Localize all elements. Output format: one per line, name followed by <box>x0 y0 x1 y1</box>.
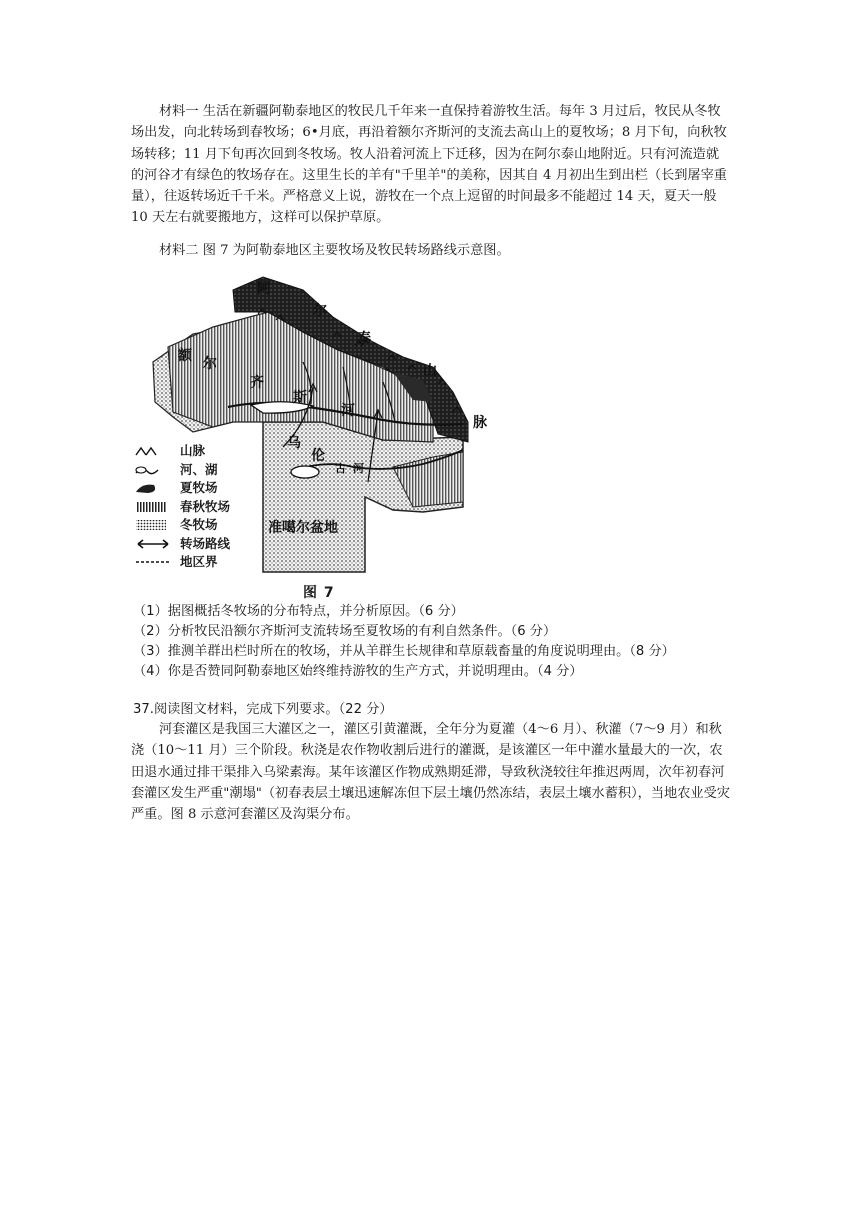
question-2: （2）分析牧民沿额尔齐斯河支流转场至夏牧场的有利自然条件。（6 分） <box>133 624 557 639</box>
double-arrow-icon <box>134 538 174 550</box>
label-tai: 泰 <box>357 331 371 347</box>
label-lun: 伦 <box>311 448 325 464</box>
winter-pasture-swatch-icon <box>134 519 174 531</box>
legend-route <box>134 535 230 554</box>
question-37-paragraph: 河套灌区是我国三大灌区之一，灌区引黄灌溉，全年分为夏灌（4～6 月）、秋灌（7～9 月）和秋浇（10～11 月）三个阶段。秋浇是农作物收割后进行的灌溉，是该灌区一年中灌水量最大的一次，农田退水通过排干渠排入乌梁素海。某年该灌区作物成熟期延滞，导致秋浇较往年推迟两周，次年初春河套灌区发生严重"潮塌"（初春表层土壤迅速解冻但下层土壤仍然冻结，表层土壤水蓄积），当地农业受灾严重。图 8 示意河套灌区及沟渠分布。 <box>131 722 730 823</box>
figure-caption: 图 7 <box>303 585 335 601</box>
label-e: 额 <box>178 348 192 364</box>
label-shan: 山 <box>423 363 437 379</box>
question-3: （3）推测羊群出栏时所在的牧场，并从羊群生长规律和草原载畜量的角度说明理由。（8 分） <box>133 644 675 659</box>
basin-label: 准噶尔盆地 <box>268 520 338 536</box>
question-37-heading: 37.阅读图文材料，完成下列要求。（22 分） <box>133 702 393 717</box>
dashed-line-icon <box>134 556 174 568</box>
label-er1: 尔 <box>313 303 327 319</box>
spring-autumn-swatch-icon <box>134 501 174 513</box>
legend-label: 河、湖 <box>180 461 218 477</box>
label-a: 阿 <box>257 281 271 297</box>
label-he2: 河 <box>353 462 364 475</box>
legend-summer-pasture <box>134 479 230 498</box>
legend-label: 春秋牧场 <box>180 498 231 514</box>
label-er2: 尔 <box>203 356 217 372</box>
label-wu: 乌 <box>287 435 301 451</box>
material-one-paragraph: 材料一 生活在新疆阿勒泰地区的牧民几千年来一直保持着游牧生活。每年 3 月过后，牧民从冬牧场出发，向北转场到春牧场；6•月底，再沿着额尔齐斯河的支流去高山上的夏牧场；8 月下旬，向秋牧场转移；11 月下旬再次回到冬牧场。牧人沿着河流上下迁移，因为在阿尔泰山地附近。只有河流造就的河谷才有绿色的牧场存在。这里生长的羊有"千里羊"的美称，因其自 4 月初出生到出栏（长到屠宰重量），往返转场近千千米。严格意义上说，游牧在一个点上逗留的时间最多不能超过 14 天，夏天一般 10 天左右就要搬地方，这样可以保护草原。 <box>131 104 727 226</box>
legend-spring-autumn-pasture <box>134 498 230 517</box>
legend-label: 山脉 <box>180 443 206 458</box>
question-4: （4）你是否赞同阿勒泰地区始终维持游牧的生产方式，并说明理由。（4 分） <box>133 664 583 679</box>
legend-river-lake <box>134 461 230 480</box>
question-1: （1）据图概括冬牧场的分布特点，并分析原因。（6 分） <box>133 604 464 619</box>
legend-winter-pasture <box>134 516 230 535</box>
label-si: 斯 <box>293 390 307 406</box>
legend-mountain <box>134 442 230 461</box>
legend-label: 夏牧场 <box>180 480 218 495</box>
legend-label: 地区界 <box>180 554 218 569</box>
label-he1: 河 <box>341 403 355 419</box>
map-legend <box>134 442 230 572</box>
mountain-icon <box>134 445 174 457</box>
label-qi: 齐 <box>250 375 264 391</box>
material-two-paragraph: 材料二 图 7 为阿勒泰地区主要牧场及牧民转场路线示意图。 <box>159 243 510 258</box>
label-mai: 脉 <box>473 415 487 431</box>
legend-label: 转场路线 <box>180 535 231 551</box>
river-lake-icon <box>134 464 174 476</box>
legend-boundary <box>134 553 230 572</box>
legend-label: 冬牧场 <box>180 517 218 532</box>
label-gu: 古 <box>335 462 346 475</box>
summer-pasture-swatch-icon <box>134 482 174 494</box>
